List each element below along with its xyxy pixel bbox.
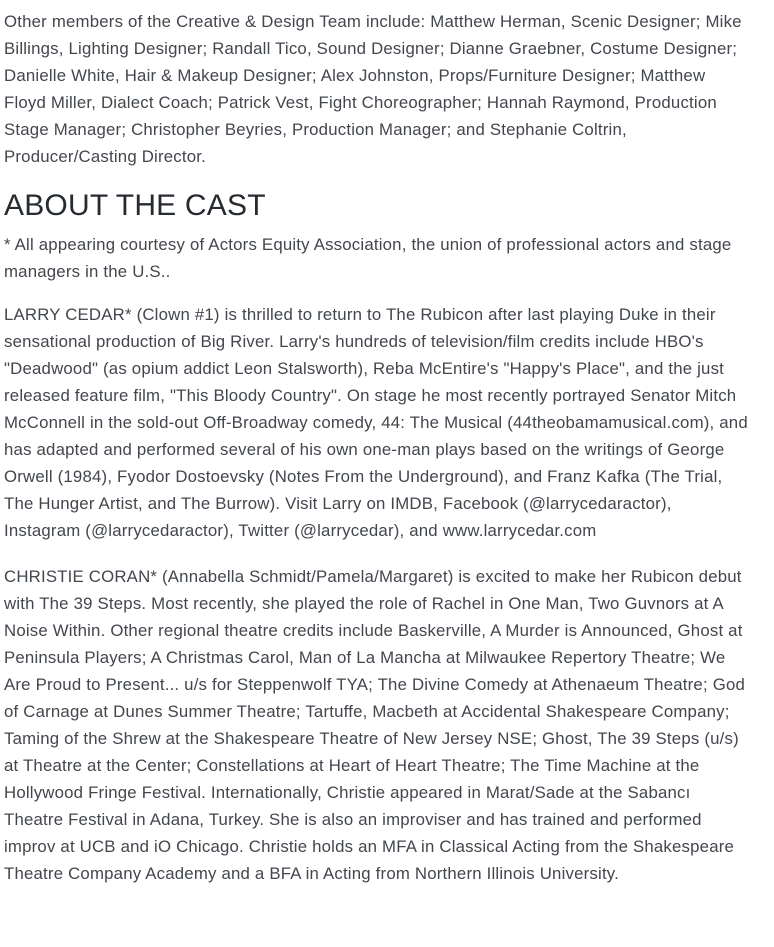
cast-bio-larry-cedar (4, 301, 748, 544)
equity-note: * All appearing courtesy of Actors Equity Association, the union of professional actors and stage managers in the U.S.. (4, 235, 732, 281)
cast-member-role: (Clown #1) (136, 305, 220, 324)
cast-member-role: (Annabella Schmidt/Pamela/Margaret) (162, 567, 454, 586)
cast-bio-christie-coran (4, 563, 748, 887)
section-heading: ABOUT THE CAST (4, 189, 266, 222)
cast-member-bio-text: is excited to make her Rubicon debut with The 39 Steps. Most recently, she played the role of Rachel in One Man, Two Guvnors at A Noise Within. Other regional theatre credits include Baskerville, A Murder is Announced, Ghost at Peninsula Players; A Christmas Carol, Man of La Mancha at Milwaukee Repertory Theatre; We Are Proud to Present... u/s for Steppenwolf TYA; The Divine Comedy at Athenaeum Theatre; God of Carnage at Dunes Summer Theatre; Tartuffe, Macbeth at Accidental Shakespeare Company; Taming of the Shrew at the Shakespeare Theatre of New Jersey NSE; Ghost, The 39 Steps (u/s) at Theatre at the Center; Constellations at Heart of Heart Theatre; The Time Machine at the Hollywood Fringe Festival. Internationally, Christie appeared in Marat/Sade at the Sabancı Theatre Festival in Adana, Turkey. She is also an improviser and has trained and performed improv at UCB and iO Chicago. Christie holds an MFA in Classical Acting from the Shakespeare Theatre Company Academy and a BFA in Acting from Northern Illinois University. (4, 567, 746, 883)
cast-member-name: CHRISTIE CORAN* (4, 567, 158, 586)
cast-member-name: LARRY CEDAR* (4, 305, 132, 324)
cast-member-bio-text: is thrilled to return to The Rubicon after last playing Duke in their sensational production of Big River. Larry's hundreds of television/film credits include HBO's "Deadwood" (as opium addict Leon Stalsworth), Reba McEntire's "Happy's Place", and the just released feature film, "This Bloody Country". On stage he most recently portrayed Senator Mitch McConnell in the sold-out Off-Broadway comedy, 44: The Musical (44theobamamusical.com), and has adapted and performed several of his own one-man plays based on the writings of George Orwell (1984), Fyodor Dostoevsky (Notes From the Underground), and Franz Kafka (The Trial, The Hunger Artist, and The Burrow). Visit Larry on IMDB, Facebook (@larrycedaractor), Instagram (@larrycedaractor), Twitter (@larrycedar), and www.larrycedar.com (4, 305, 748, 540)
creative-team-paragraph: Other members of the Creative & Design Team include: Matthew Herman, Scenic Designer; Mike Billings, Lighting Designer; Randall Tico, Sound Designer; Dianne Graebner, Costume Designer; Danielle White, Hair & Makeup Designer; Alex Johnston, Props/Furniture Designer; Matthew Floyd Miller, Dialect Coach; Patrick Vest, Fight Choreographer; Hannah Raymond, Production Stage Manager; Christopher Beyries, Production Manager; and Stephanie Coltrin, Producer/Casting Director. (4, 12, 742, 166)
